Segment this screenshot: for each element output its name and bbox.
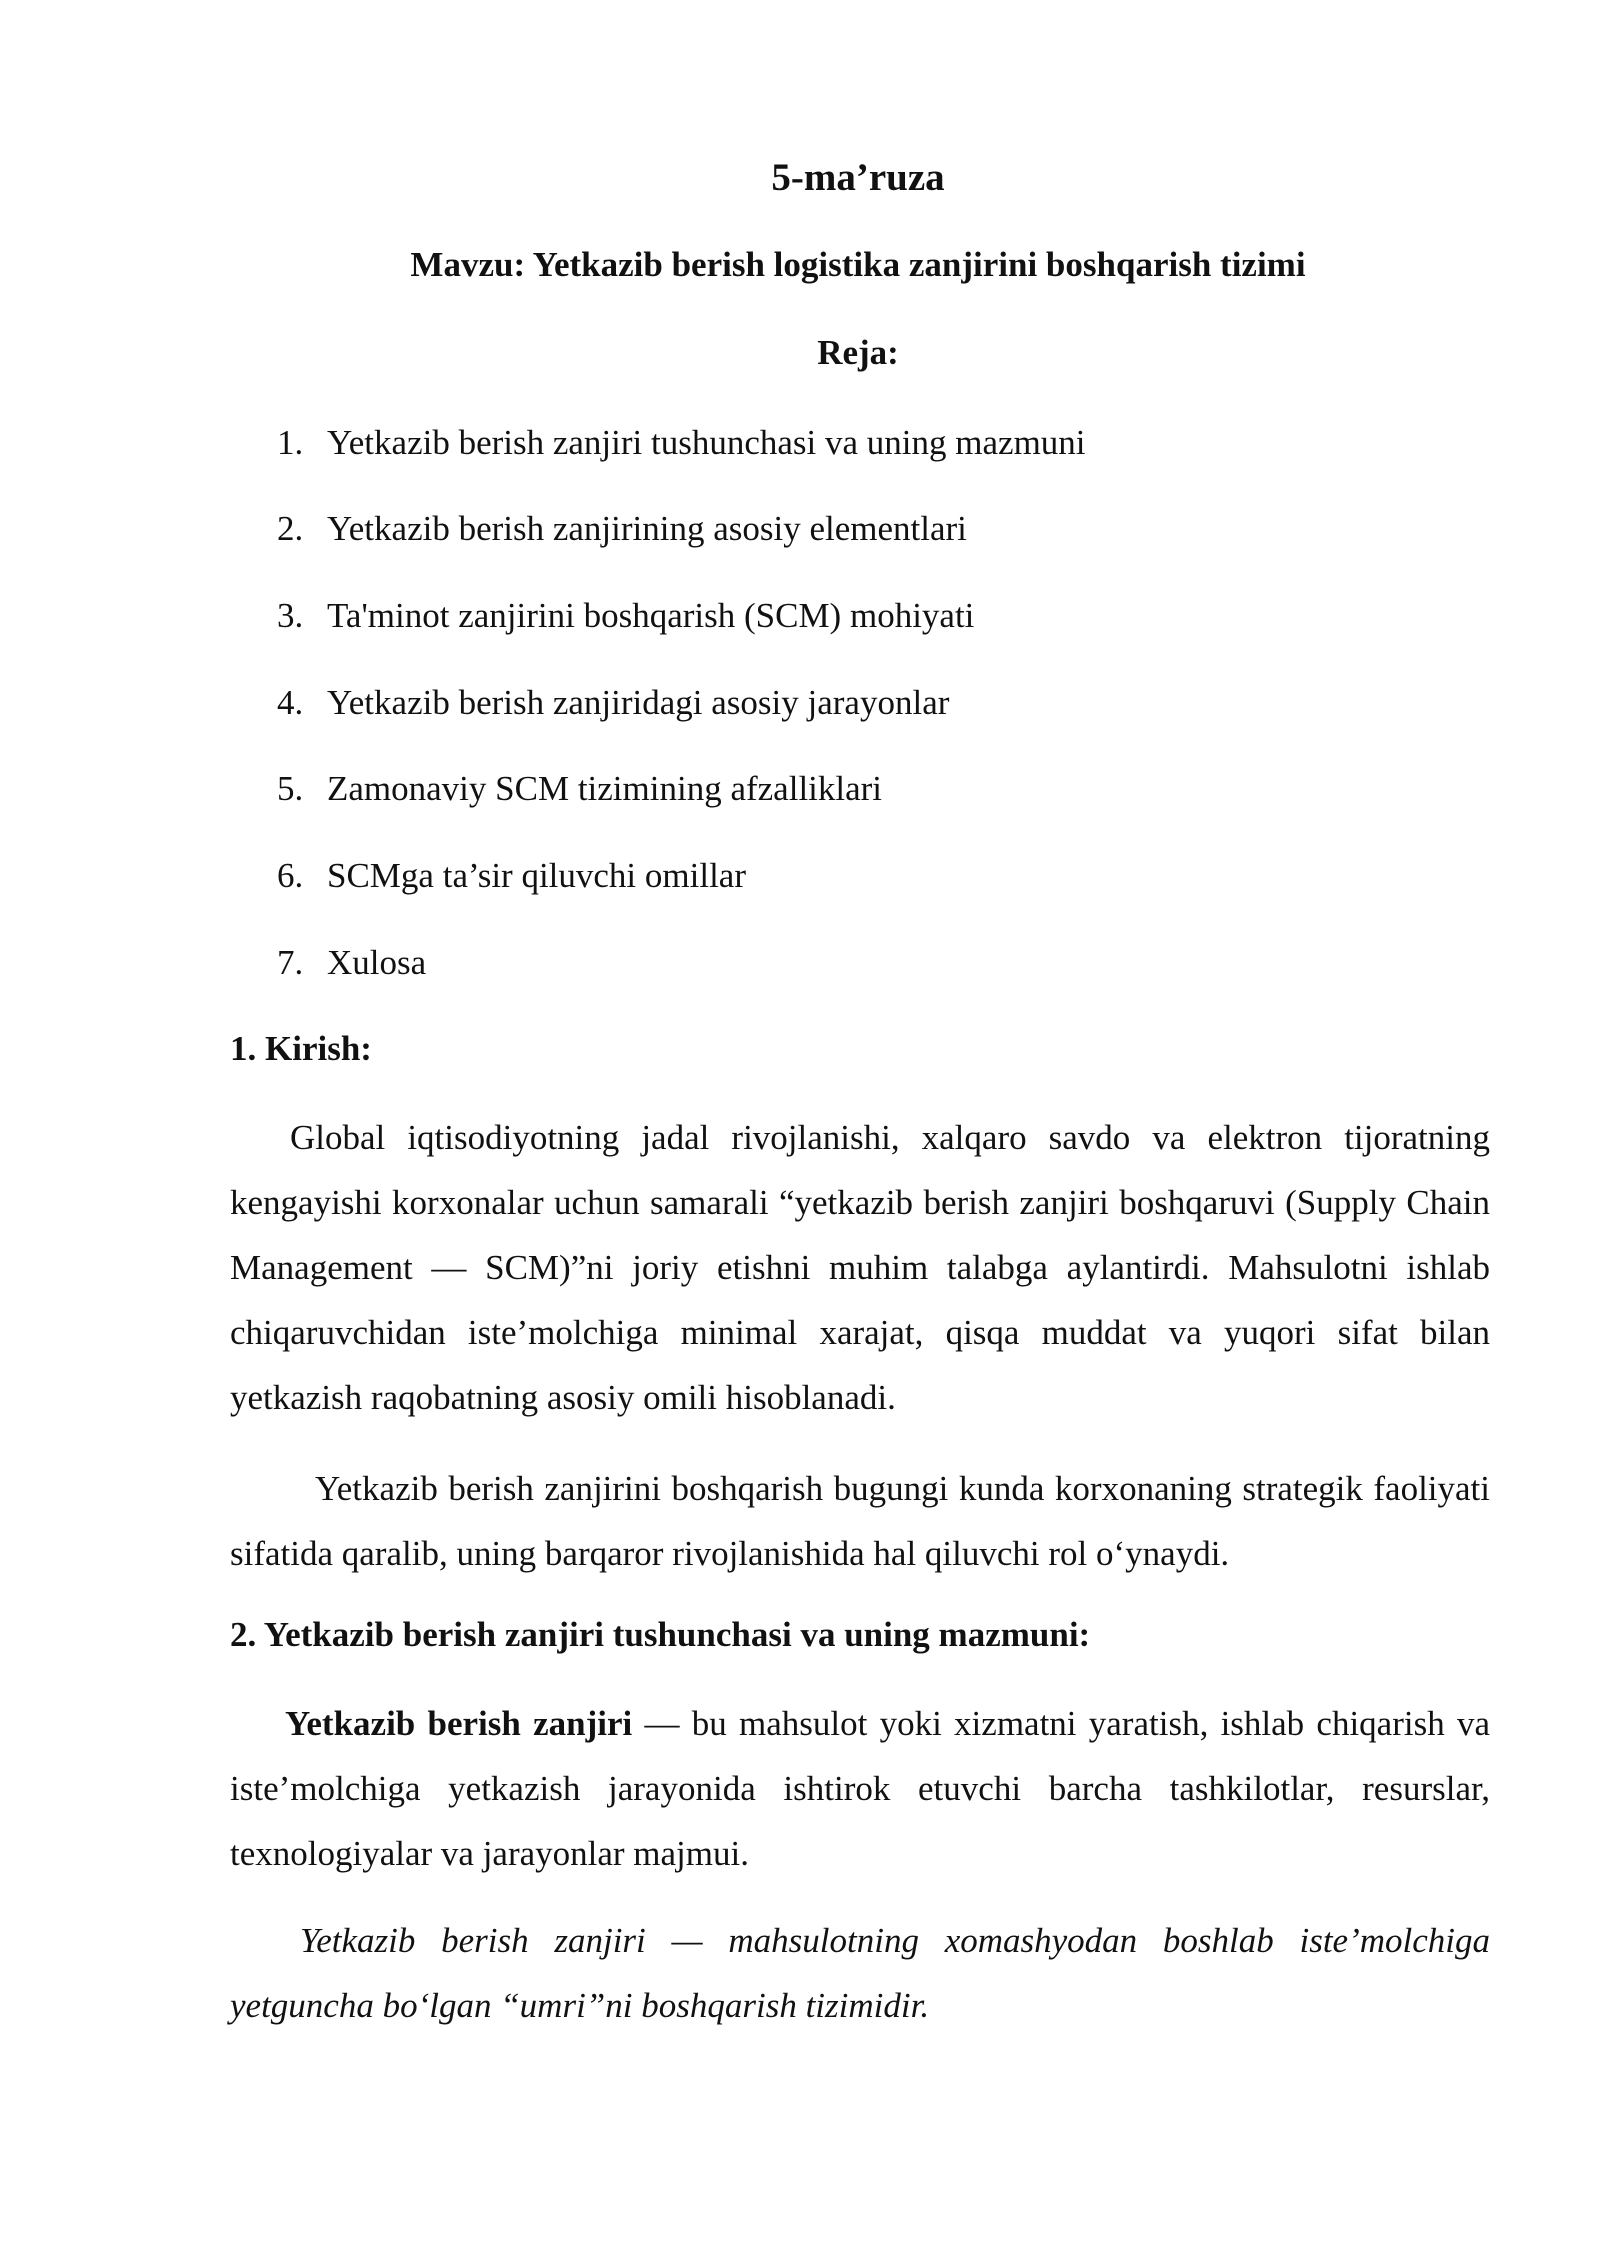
plan-item-text: Yetkazib berish zanjiridagi asosiy jarayonlar: [327, 683, 950, 722]
concept-term: Yetkazib berish zanjiri: [285, 1704, 633, 1743]
plan-item: [277, 683, 949, 723]
plan-item-text: Yetkazib berish zanjirining asosiy elementlari: [327, 509, 967, 548]
intro-paragraph-2: Yetkazib berish zanjirini boshqarish bugungi kunda korxonaning strategik faoliyati sifatida qaralib, uning barqaror rivojlanishida hal qiluvchi rol o‘ynaydi.: [230, 1469, 1490, 1573]
plan-item: [277, 509, 967, 549]
topic-title: Mavzu: Yetkazib berish logistika zanjirini boshqarish tizimi: [410, 245, 1306, 284]
intro-heading: 1. Kirish:: [230, 1029, 372, 1068]
plan-item-text: Xulosa: [327, 943, 427, 982]
plan-item-text: Ta'minot zanjirini boshqarish (SCM) mohiyati: [327, 596, 975, 635]
concept-definition: — bu mahsulot yoki xizmatni yaratish, ishlab chiqarish va iste’molchiga yetkazish jarayonida ishtirok etuvchi barcha tashkilotlar, resurslar, texnologiyalar va jarayonlar majmui.: [230, 1704, 1490, 1873]
concept-definition-paragraph: [230, 1691, 1490, 1886]
plan-item: [277, 769, 882, 809]
plan-item: [277, 943, 426, 983]
concept-italic-paragraph: Yetkazib berish zanjiri — mahsulotning xomashyodan boshlab iste’molchiga yetguncha bo‘lgan “umri”ni boshqarish tizimidir.: [230, 1921, 1490, 2025]
intro-paragraph: Global iqtisodiyotning jadal rivojlanishi, xalqaro savdo va elektron tijoratning kengayishi korxonalar uchun samarali “yetkazib berish zanjiri boshqaruvi (Supply Chain Management — SCM)”ni joriy etishni muhim talabga aylantirdi. Mahsulotni ishlab chiqaruvchidan iste’molchiga minimal xarajat, qisqa muddat va yuqori sifat bilan yetkazish raqobatning asosiy omili hisoblanadi.: [230, 1118, 1490, 1417]
plan-item: [277, 423, 1086, 463]
plan-item-number: 2.: [277, 509, 304, 548]
plan-item: [277, 856, 746, 896]
plan-item-number: 6.: [277, 856, 304, 895]
concept-heading: 2. Yetkazib berish zanjiri tushunchasi va uning mazmuni:: [230, 1615, 1091, 1654]
plan-item-text: SCMga ta’sir qiluvchi omillar: [327, 856, 746, 895]
plan-item-text: Yetkazib berish zanjiri tushunchasi va uning mazmuni: [327, 423, 1086, 462]
plan-item-text: Zamonaviy SCM tizimining afzalliklari: [327, 769, 883, 808]
plan-item-number: 3.: [277, 596, 304, 635]
plan-item-number: 1.: [277, 423, 304, 462]
plan-item: [277, 596, 974, 636]
plan-item-number: 4.: [277, 683, 304, 722]
plan-item-number: 5.: [277, 769, 304, 808]
plan-item-number: 7.: [277, 943, 304, 982]
plan-title: Reja:: [817, 333, 899, 372]
lecture-title: 5-ma’ruza: [771, 156, 945, 199]
